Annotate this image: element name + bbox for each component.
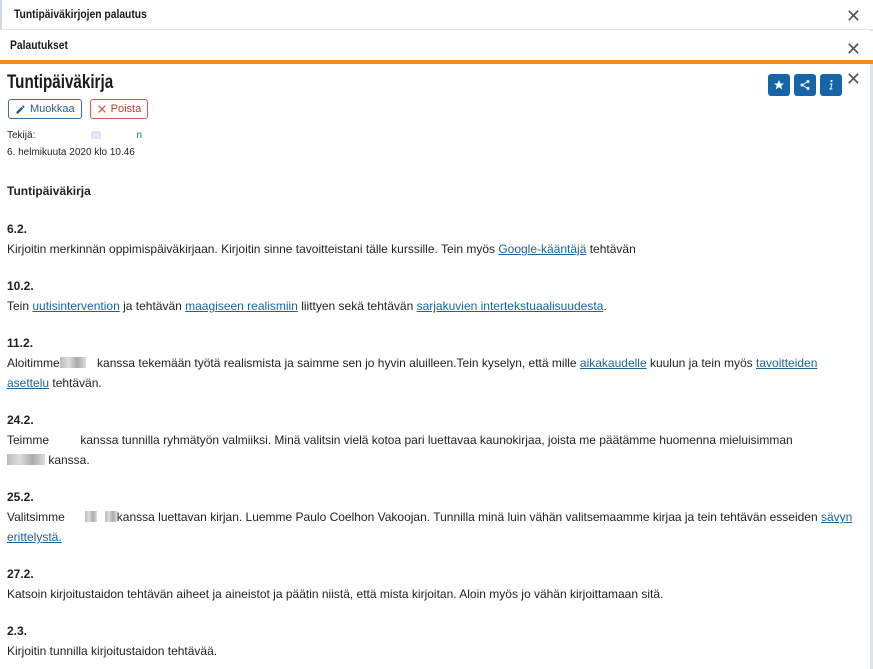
diary-meta	[7, 127, 142, 161]
diary-entry	[7, 276, 857, 316]
entry-date: 27.2.	[7, 567, 34, 581]
edit-button[interactable]	[8, 99, 82, 119]
action-icons	[768, 74, 842, 96]
diary-entry	[7, 219, 857, 259]
entry-text: Tein uutisintervention ja tehtävän maagiseen realismiin liittyen sekä tehtävän sarjakuvien intertekstuaalisuudesta.	[7, 299, 607, 313]
edit-label: Muokkaa	[30, 103, 75, 115]
panel-title: Palautukset	[10, 38, 68, 52]
edit-buttons	[8, 99, 148, 119]
entry-text: Aloitimme kanssa tekemään työtä realismista ja saimme sen jo hyvin aluilleen.Tein kyselyn, että mille aikakaudelle kuulun ja tein myös tavoitteiden asettelu tehtävän.	[7, 356, 818, 390]
entry-date: 2.3.	[7, 624, 28, 638]
panel-header-returns[interactable]	[0, 31, 873, 60]
entry-link[interactable]: tavoitteiden asettelu	[7, 356, 818, 390]
entry-link[interactable]: aikakaudelle	[579, 356, 647, 370]
close-icon[interactable]: ✕	[845, 6, 861, 26]
diary-entry	[7, 333, 857, 393]
entry-link[interactable]: sävyn erittelystä.	[7, 510, 853, 544]
entry-text: Teimme kanssa tunnilla ryhmätyön valmiiksi. Minä valitsin vielä kotoa pari luettavaa kaunokirjaa, joista me päätämme huomenna mieluisimman kanssa.	[7, 433, 793, 467]
delete-x-icon	[97, 104, 107, 114]
redacted-name	[7, 454, 45, 465]
diary-entry	[7, 487, 857, 547]
delete-label: Poista	[110, 103, 142, 115]
entry-link[interactable]: maagiseen realismiin	[185, 299, 298, 313]
redacted-name	[60, 357, 86, 368]
created-date: 6. helmikuuta 2020 klo 10.46	[7, 147, 135, 158]
diary-panel	[0, 64, 870, 669]
entry-link[interactable]: Google-kääntäjä	[498, 242, 587, 256]
diary-content	[7, 181, 857, 669]
entry-date: 10.2.	[7, 279, 34, 293]
delete-button[interactable]	[90, 99, 149, 119]
star-icon[interactable]	[768, 74, 790, 96]
entry-link[interactable]: uutisintervention	[32, 299, 120, 313]
entry-date: 11.2.	[7, 336, 34, 350]
diary-entry	[7, 410, 857, 470]
entry-date: 6.2.	[7, 222, 28, 236]
author-link[interactable]: n	[136, 130, 143, 141]
section-title: Tuntipäiväkirja	[7, 184, 91, 198]
entry-text: Kirjoitin merkinnän oppimispäiväkirjaan. Kirjoitin sinne tavoitteistani tälle kurssille. Tein myös Google-kääntäjä tehtävän	[7, 242, 636, 256]
redacted-author	[91, 131, 101, 139]
entry-date: 25.2.	[7, 490, 34, 504]
close-icon[interactable]: ✕	[845, 39, 861, 59]
entry-date: 24.2.	[7, 413, 34, 427]
info-icon[interactable]	[820, 74, 842, 96]
pencil-icon	[15, 104, 26, 115]
entry-text: Kirjoitin tunnilla kirjoitustaidon tehtävää.	[7, 644, 218, 658]
author-label: Tekijä:	[7, 130, 36, 141]
close-icon[interactable]: ✕	[845, 69, 861, 89]
page-title: Tuntipäiväkirja	[7, 72, 114, 93]
entry-text: Katsoin kirjoitustaidon tehtävän aiheet ja aineistot ja päätin niistä, että mista kirjoitan. Aloin myös jo vähän kirjoittamaan sitä.	[7, 587, 664, 601]
entry-link[interactable]: sarjakuvien intertekstuaalisuudesta	[416, 299, 604, 313]
share-icon[interactable]	[794, 74, 816, 96]
panel-title: Tuntipäiväkirjojen palautus	[14, 7, 147, 21]
panel-header-returns-collection[interactable]	[0, 0, 873, 30]
redacted-name	[105, 511, 117, 522]
diary-entry	[7, 621, 857, 661]
diary-entry	[7, 564, 857, 604]
entry-text: Valitsimme kanssa luettavan kirjan. Luemme Paulo Coelhon Vakoojan. Tunnilla minä luin vähän valitsemaamme kirjaa ja tein tehtävän esseiden sävyn erittelystä.	[7, 510, 853, 544]
redacted-name	[85, 511, 97, 522]
author-line	[7, 127, 142, 144]
